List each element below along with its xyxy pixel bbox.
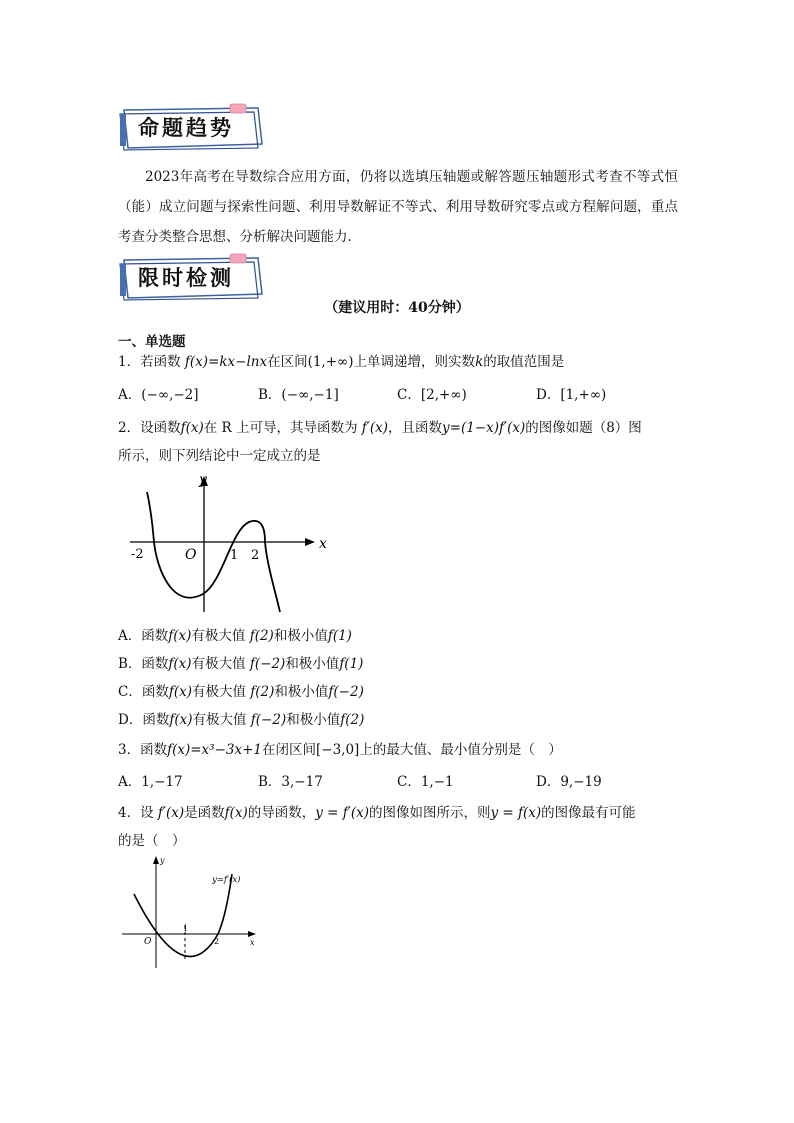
q1-function: f(x)=kx−lnx: [184, 354, 268, 370]
q1-interval: (1,+∞): [307, 354, 354, 370]
q1-option-c-label: C．: [397, 387, 421, 403]
q4-yf: y = f(x): [490, 805, 542, 821]
q2-option-b-label: B．: [118, 656, 142, 672]
q2-option-a-label: A．: [118, 628, 142, 644]
q1-option-b-value: (−∞,−1]: [281, 387, 339, 403]
q4-line2: 的是（ ）: [118, 833, 186, 849]
q1-mid: 在区间: [267, 354, 308, 370]
q4-tick-2: 2: [214, 937, 220, 946]
q4-t1: 设: [140, 805, 154, 821]
q3-t2: 在闭区间: [262, 742, 316, 758]
q2-tick-2: 2: [251, 548, 260, 563]
q4-t2: 是函数: [184, 805, 225, 821]
q4-x-arrow: [248, 931, 256, 937]
q1-option-d-label: D．: [536, 387, 561, 403]
q4-curve-label: y=f′(x): [212, 875, 241, 885]
q1-number: 1．: [118, 354, 141, 370]
q3-option-c-value: 1,−1: [420, 774, 454, 790]
q4-fp: f′(x): [157, 805, 185, 821]
q1-prefix: 若函数: [140, 354, 181, 370]
q3-interval: [−3,0]: [316, 742, 360, 758]
q2-option-a-max: f(2): [249, 628, 274, 644]
q1-option-c[interactable]: [397, 383, 467, 403]
q4-yfp: y = f′(x): [315, 805, 369, 821]
q4-y-label: y: [160, 856, 165, 865]
q3-option-a[interactable]: [118, 770, 183, 790]
q1-option-a[interactable]: [118, 383, 199, 403]
q1-option-a-value: (−∞,−2]: [141, 387, 199, 403]
q3-option-d-label: D．: [536, 774, 561, 790]
banner-trend: [118, 104, 266, 150]
q3-option-b-label: B．: [258, 774, 282, 790]
q4-origin-label: O: [144, 937, 152, 947]
q3-option-d[interactable]: [536, 770, 602, 790]
section-label: 一、单选题: [118, 334, 186, 350]
q2-option-a-t2: 有极大值: [191, 628, 246, 644]
q3-option-a-label: A．: [118, 774, 142, 790]
q4-tick-1: 1: [183, 924, 189, 933]
q3-option-b[interactable]: [258, 770, 323, 790]
q2-option-a-min: f(1): [327, 628, 352, 644]
q2-y: y=(1−x)f′(x): [442, 420, 526, 436]
q1-option-b-label: B．: [258, 387, 282, 403]
time-note: （建议用时：40分钟）: [324, 300, 470, 316]
q3-function: f(x)=x³−3x+1: [167, 742, 262, 758]
q2-y-label: y: [199, 472, 207, 488]
q2-option-c-t3: 和极小值: [274, 684, 329, 700]
q2-option-a-t1: 函数: [141, 628, 169, 644]
q2-option-d[interactable]: [118, 708, 364, 728]
q2-option-d-f: f(x): [169, 712, 193, 728]
q2-option-c-label: C．: [118, 684, 142, 700]
q3-t3: 上的最大值、最小值分别是（ ）: [359, 742, 562, 758]
banner-quiz-title: 限时检测: [138, 266, 234, 290]
q2-option-a-f: f(x): [168, 628, 192, 644]
q2-t4: 的图像如题（8）图: [525, 420, 642, 436]
q3-option-d-value: 9,−19: [560, 774, 602, 790]
q2-option-c-t1: 函数: [141, 684, 169, 700]
q2-option-c-f: f(x): [168, 684, 192, 700]
q1-option-d[interactable]: [536, 383, 606, 403]
trend-paragraph: 2023年高考在导数综合应用方面，仍将以选填压轴题或解答题压轴题形式考查不等式恒（能）成立问题与探索性问题、利用导数解证不等式、利用导数研究零点或方程解问题，重点考查分类整合思想、分析解决问题能力.: [118, 169, 678, 245]
q1-option-b[interactable]: [258, 383, 339, 403]
banner-trend-title: 命题趋势: [138, 116, 234, 140]
q2-option-b-t1: 函数: [141, 656, 169, 672]
q3-option-b-value: 3,−17: [281, 774, 323, 790]
q2-option-b-max: f(−2): [249, 656, 286, 672]
q2-option-c-min: f(−2): [328, 684, 364, 700]
q2-t2: 在 R 上可导，其导函数为: [203, 420, 358, 436]
q2-origin-label: O: [185, 547, 197, 563]
question-2: [118, 416, 642, 436]
q2-option-d-label: D．: [118, 712, 143, 728]
q2-number: 2．: [118, 420, 141, 436]
q2-fp: f′(x): [361, 420, 389, 436]
q1-option-d-value: [1,+∞): [560, 387, 607, 403]
question-4: [118, 801, 636, 821]
banner-quiz: [118, 254, 266, 300]
q2-option-d-t2: 有极大值: [192, 712, 247, 728]
q2-option-a-t3: 和极小值: [273, 628, 328, 644]
q4-t4: 的图像如图所示，则: [369, 805, 491, 821]
q2-graph: [125, 470, 325, 615]
q2-option-b-t2: 有极大值: [191, 656, 246, 672]
q2-option-b-t3: 和极小值: [285, 656, 340, 672]
q2-line2: 所示，则下列结论中一定成立的是: [118, 448, 321, 464]
q1-suffix1: 上单调递增，则实数: [353, 354, 476, 370]
q2-option-c-t2: 有极大值: [192, 684, 246, 700]
q2-x-label: x: [319, 536, 327, 552]
q2-option-d-max: f(−2): [250, 712, 287, 728]
q2-t3: ，且函数: [388, 420, 443, 436]
q4-y-arrow: [153, 856, 159, 864]
q2-option-d-min: f(2): [340, 712, 365, 728]
q2-option-b[interactable]: [118, 652, 363, 672]
q2-tick-1: 1: [230, 548, 239, 563]
q2-tick-neg2: -2: [131, 547, 144, 562]
q2-f: f(x): [180, 420, 204, 436]
q2-option-c-max: f(2): [250, 684, 275, 700]
q4-f: f(x): [224, 805, 248, 821]
q2-curve: [147, 492, 280, 612]
q1-k: k: [475, 354, 484, 370]
q2-option-b-f: f(x): [168, 656, 192, 672]
q3-option-c-label: C．: [397, 774, 421, 790]
q2-option-d-t1: 函数: [142, 712, 170, 728]
q3-option-c[interactable]: [397, 770, 454, 790]
q1-option-a-label: A．: [118, 387, 142, 403]
q2-option-c[interactable]: [118, 680, 364, 700]
q2-option-a[interactable]: [118, 624, 352, 644]
q2-t1: 设函数: [140, 420, 181, 436]
question-1: [118, 350, 564, 370]
q4-graph: [120, 854, 270, 972]
q1-option-c-value: [2,+∞): [420, 387, 467, 403]
q2-option-d-t3: 和极小值: [286, 712, 341, 728]
q3-number: 3．: [118, 742, 141, 758]
q2-x-arrow: [305, 538, 315, 546]
q3-option-a-value: 1,−17: [141, 774, 183, 790]
q4-t3: 的导函数，: [247, 805, 316, 821]
q4-number: 4．: [118, 805, 141, 821]
q3-t1: 函数: [140, 742, 168, 758]
q1-suffix2: 的取值范围是: [483, 354, 565, 370]
q2-option-b-min: f(1): [339, 656, 364, 672]
q4-x-label: x: [250, 938, 255, 947]
q4-t5: 的图像最有可能: [541, 805, 636, 821]
question-3: [118, 738, 562, 758]
